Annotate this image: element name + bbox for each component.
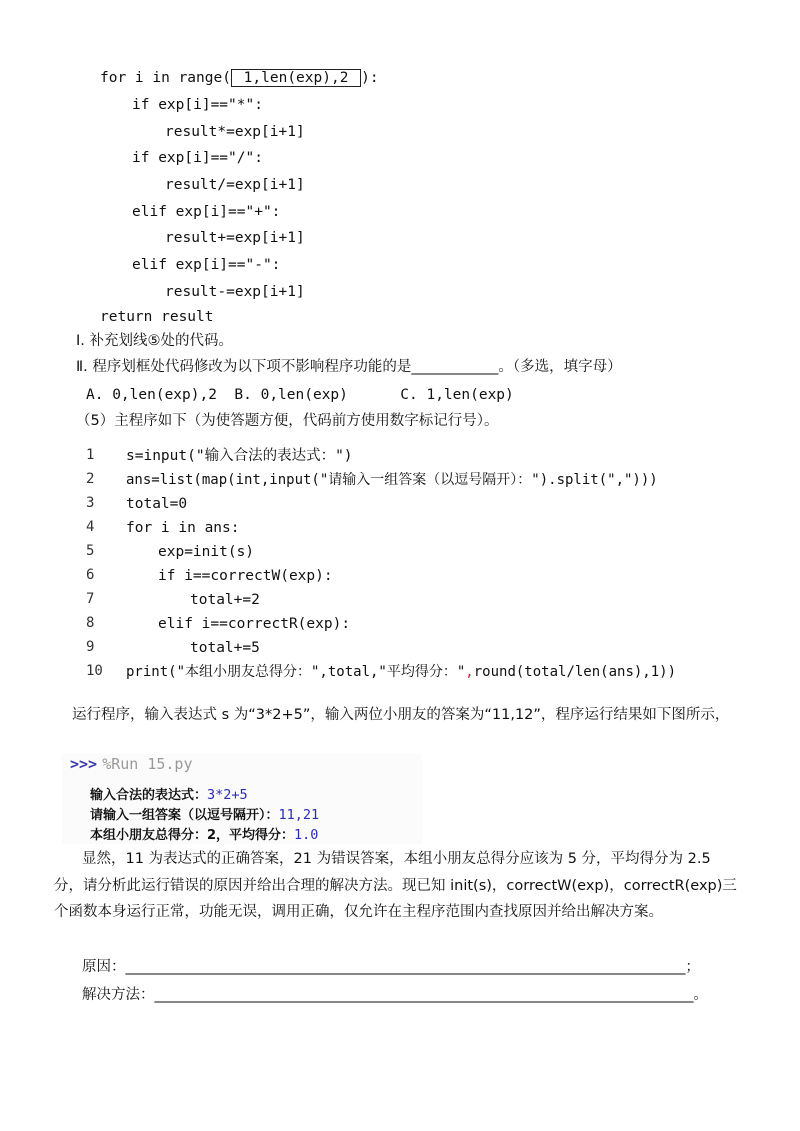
program-line: exp=init(s): [158, 544, 255, 560]
code-line: if exp[i]=="*":: [132, 97, 263, 113]
code-line: elif exp[i]=="+":: [132, 204, 281, 220]
code-line: result/=exp[i+1]: [165, 177, 305, 193]
program-line: total+=5: [190, 640, 260, 656]
code-line: result*=exp[i+1]: [165, 124, 305, 140]
program-line: elif i==correctR(exp):: [158, 616, 351, 632]
run-intro-paragraph: 运行程序，输入表达式 s 为“3*2+5”，输入两位小朋友的答案为“11,12”，程序运行结果如下图所示，: [72, 707, 730, 723]
shell-output-panel: [62, 754, 422, 844]
question-2: Ⅱ. 程序划框处代码修改为以下项不影响程序功能的是____________。（多选，填字母）: [76, 359, 622, 375]
program-line: total+=2: [190, 592, 260, 608]
program-line: if i==correctW(exp):: [158, 568, 333, 584]
program-line: for i in ans:: [126, 520, 240, 536]
line-number: 2: [86, 471, 95, 487]
code-text: ,: [465, 664, 474, 680]
line-number: 8: [86, 615, 95, 631]
program-line: s=input("输入合法的表达式："): [126, 448, 353, 464]
solution-blank[interactable]: _____________________________________________________________________________。: [154, 987, 708, 1003]
question-1: Ⅰ. 补充划线⑤处的代码。: [76, 333, 233, 349]
solution-answer-line: [82, 984, 708, 1006]
code-text: for i in range(: [100, 70, 231, 86]
program-line: [126, 662, 676, 682]
code-line: if exp[i]=="/":: [132, 150, 263, 166]
answer-options: A. 0,len(exp),2 B. 0,len(exp) C. 1,len(exp): [86, 387, 514, 403]
shell-output-line: [90, 804, 319, 823]
analysis-paragraph: 显然，11 为表达式的正确答案，21 为错误答案，本组小朋友总得分应该为 5 分，平均得分为 2.5 分，请分析此运行错误的原因并给出合理的解决方法。现已知 init(s)，correctW(exp)，correctR(exp)三个函数本身运行正常，功能无误，调用正确，仅允许在主程序范围内查找原因并给出解决方案。: [54, 851, 737, 920]
shell-value: 11,21: [278, 807, 320, 823]
line-number: 6: [86, 567, 95, 583]
program-line: total=0: [126, 496, 188, 512]
code-text: print("本组小朋友总得分：",total,"平均得分：": [126, 664, 466, 680]
code-line: elif exp[i]=="-":: [132, 257, 281, 273]
question-5-intro: （5）主程序如下（为使答题方便，代码前方使用数字标记行号）。: [76, 413, 499, 429]
reason-blank[interactable]: ________________________________________________________________________________；: [125, 959, 700, 975]
code-line: return result: [100, 309, 214, 325]
line-number: 10: [86, 663, 103, 679]
shell-text: 请输入一组答案（以逗号隔开）：: [90, 808, 279, 823]
code-text: round(total/len(ans),1)): [473, 664, 677, 680]
reason-label: 原因：: [82, 959, 126, 975]
shell-prompt-line: [70, 754, 193, 773]
for-loop-line: [100, 68, 379, 88]
shell-text: 输入合法的表达式：: [90, 788, 208, 803]
code-line: result+=exp[i+1]: [165, 230, 305, 246]
code-line: result-=exp[i+1]: [165, 284, 305, 300]
solution-label: 解决方法：: [82, 987, 155, 1003]
line-number: 7: [86, 591, 95, 607]
code-text: ):: [361, 70, 379, 86]
line-number: 3: [86, 495, 95, 511]
line-number: 4: [86, 519, 95, 535]
line-number: 1: [86, 447, 95, 463]
shell-prompt: >>>: [70, 755, 98, 773]
shell-value: 1.0: [294, 827, 319, 843]
shell-text: 本组小朋友总得分：2，平均得分：: [90, 828, 295, 843]
reason-answer-line: [82, 956, 700, 978]
boxed-range-args: 1,len(exp),2: [231, 69, 361, 87]
shell-output-line: [90, 824, 318, 843]
shell-value: 3*2+5: [207, 787, 248, 803]
shell-output-line: [90, 784, 248, 803]
line-number: 5: [86, 543, 95, 559]
program-line: ans=list(map(int,input("请输入一组答案（以逗号隔开）：").split(","))): [126, 472, 658, 488]
line-number: 9: [86, 639, 95, 655]
shell-command: %Run 15.py: [102, 755, 193, 773]
